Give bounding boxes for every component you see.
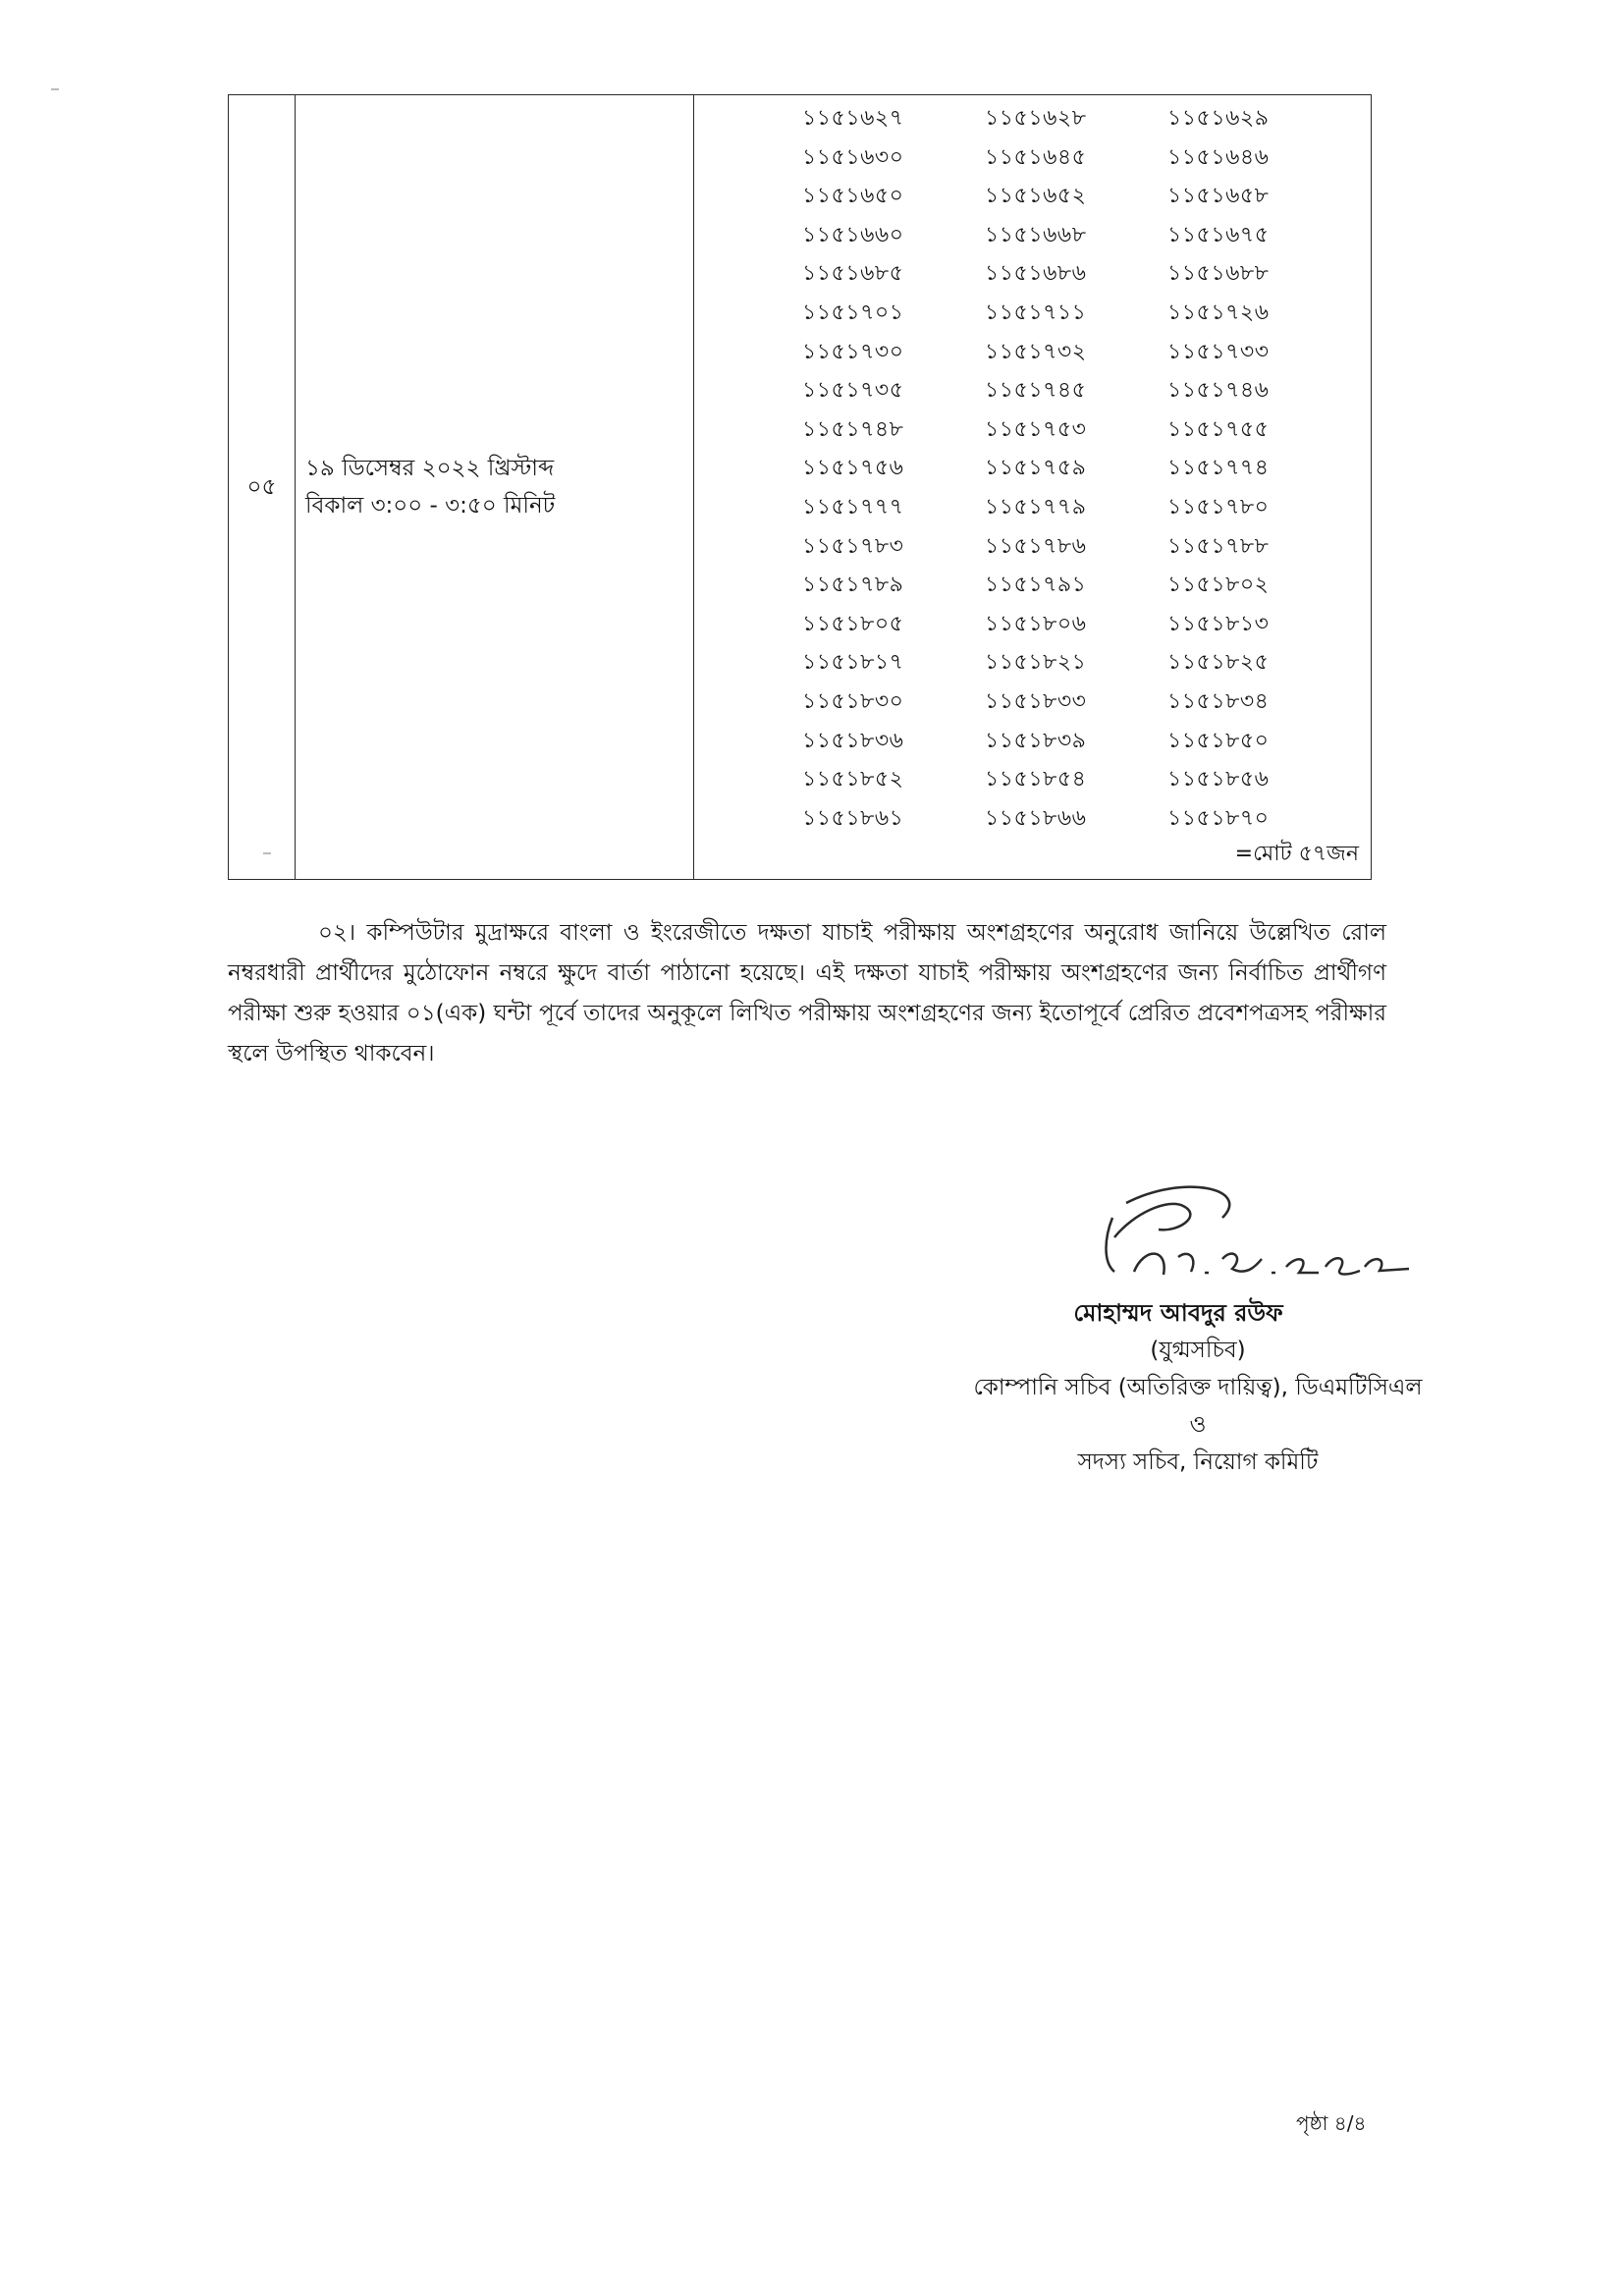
handwritten-signature bbox=[1075, 1178, 1429, 1306]
roll-number: ১১৫১৭২৬ bbox=[1167, 300, 1270, 325]
roll-number: ১১৫১৭৩০ bbox=[802, 339, 904, 364]
roll-number: ১১৫১৭৪৫ bbox=[985, 378, 1087, 404]
roll-number: ১১৫১৭৩৩ bbox=[1167, 339, 1270, 364]
signatory-name: মোহাম্মদ আবদুর রউফ bbox=[1073, 1299, 1283, 1327]
roll-number: ১১৫১৭৮০ bbox=[1167, 494, 1270, 519]
roll-number: ১১৫১৮৩৩ bbox=[985, 688, 1087, 714]
scan-mark bbox=[51, 88, 59, 90]
roll-number: ১১৫১৮৫০ bbox=[1167, 728, 1270, 753]
page-number: পৃষ্ঠা ৪/৪ bbox=[1296, 2111, 1367, 2135]
roll-number: ১১৫১৮৬৬ bbox=[985, 805, 1087, 831]
signatory-conjunction: ও bbox=[1189, 1412, 1207, 1438]
scan-mark bbox=[263, 852, 271, 854]
roll-number: ১১৫১৭৫৫ bbox=[1167, 416, 1270, 442]
roll-number: ১১৫১৭৪৮ bbox=[802, 416, 904, 442]
roll-number: ১১৫১৮৩০ bbox=[802, 688, 904, 714]
roll-number: ১১৫১৬৭৫ bbox=[1167, 222, 1270, 247]
roll-number: ১১৫১৭৫৩ bbox=[985, 416, 1087, 442]
roll-number: ১১৫১৭৮৬ bbox=[985, 533, 1087, 559]
roll-number: ১১৫১৬৮৮ bbox=[1167, 261, 1270, 287]
roll-number: ১১৫১৭৮৮ bbox=[1167, 533, 1270, 559]
roll-number: ১১৫১৭৫৯ bbox=[985, 456, 1087, 481]
roll-number: ১১৫১৬২৮ bbox=[985, 106, 1087, 131]
signature-block bbox=[864, 1294, 1532, 1481]
roll-number: ১১৫১৮২১ bbox=[985, 650, 1087, 676]
roll-number: ১১৫১৭৫৬ bbox=[802, 456, 904, 481]
roll-number: ১১৫১৬৩০ bbox=[802, 144, 904, 170]
roll-number: ১১৫১৭৯১ bbox=[985, 573, 1087, 598]
roll-numbers-cell bbox=[694, 95, 1372, 880]
roll-number: ১১৫১৭৭৯ bbox=[985, 494, 1087, 519]
roll-number: ১১৫১৮৩৪ bbox=[1167, 688, 1270, 714]
roll-number: ১১৫১৬৬০ bbox=[802, 222, 904, 247]
roll-number: ১১৫১৮৫৬ bbox=[1167, 767, 1270, 793]
roll-number: ১১৫১৭১১ bbox=[985, 300, 1087, 325]
roll-number: ১১৫১৮৩৯ bbox=[985, 728, 1087, 753]
roll-number: ১১৫১৭৮৩ bbox=[802, 533, 904, 559]
roll-number: ১১৫১৬৮৫ bbox=[802, 261, 904, 287]
roll-number: ১১৫১৬৫২ bbox=[985, 184, 1087, 209]
roll-number: ১১৫১৬৫৮ bbox=[1167, 184, 1270, 209]
table-row bbox=[229, 95, 1372, 880]
roll-number: ১১৫১৮৬১ bbox=[802, 805, 904, 831]
exam-date: ১৯ ডিসেম্বর ২০২২ খ্রিস্টাব্দ bbox=[305, 456, 555, 481]
roll-number: ১১৫১৮০৫ bbox=[802, 611, 904, 636]
roll-number: ১১৫১৮৫৪ bbox=[985, 767, 1087, 793]
signatory-title-1: কোম্পানি সচিব (অতিরিক্ত দায়িত্ব), ডিএমটিসিএল bbox=[973, 1375, 1423, 1400]
roll-number: ১১৫১৮৭০ bbox=[1167, 805, 1270, 831]
roll-number: ১১৫১৬৪৬ bbox=[1167, 144, 1270, 170]
signatory-title-2: সদস্য সচিব, নিয়োগ কমিটি bbox=[1077, 1449, 1319, 1475]
total-candidates: =মোট ৫৭জন bbox=[1234, 842, 1359, 867]
roll-number: ১১৫১৬৪৫ bbox=[985, 144, 1087, 170]
roll-number: ১১৫১৮৩৬ bbox=[802, 728, 904, 753]
roll-number: ১১৫১৬৮৬ bbox=[985, 261, 1087, 287]
roll-number: ১১৫১৭৭৭ bbox=[802, 494, 904, 519]
exam-date-time-cell bbox=[296, 95, 694, 880]
roll-number: ১১৫১৭৮৯ bbox=[802, 573, 904, 598]
instruction-paragraph bbox=[228, 913, 1386, 1074]
roll-number: ১১৫১৬২৭ bbox=[802, 106, 904, 131]
roll-number: ১১৫১৮০৬ bbox=[985, 611, 1087, 636]
roll-number: ১১৫১৮২৫ bbox=[1167, 650, 1270, 676]
roll-number: ১১৫১৬৫০ bbox=[802, 184, 904, 209]
signatory-rank: (যুগ্মসচিব) bbox=[1150, 1338, 1246, 1363]
serial-number: ০৫ bbox=[229, 95, 296, 880]
roll-number: ১১৫১৬২৯ bbox=[1167, 106, 1270, 131]
roll-number: ১১৫১৮০২ bbox=[1167, 573, 1270, 598]
roll-number: ১১৫১৭৩২ bbox=[985, 339, 1087, 364]
roll-number: ১১৫১৭০১ bbox=[802, 300, 904, 325]
exam-time: বিকাল ৩:০০ - ৩:৫০ মিনিট bbox=[305, 493, 556, 519]
roll-number: ১১৫১৭৩৫ bbox=[802, 378, 904, 404]
roll-number: ১১৫১৬৬৮ bbox=[985, 222, 1087, 247]
roll-number: ১১৫১৮৫২ bbox=[802, 767, 904, 793]
roll-number-grid bbox=[802, 99, 1371, 838]
paragraph-text: ০২। কম্পিউটার মুদ্রাক্ষরে বাংলা ও ইংরেজীতে দক্ষতা যাচাই পরীক্ষায় অংশগ্রহণের অনুরোধ জানিয়ে উল্লেখিত রোল নম্বরধারী প্রার্থীদের মুঠোফোন নম্বরে ক্ষুদে বার্তা পাঠানো হয়েছে। এই দক্ষতা যাচাই পরীক্ষায় অংশগ্রহণের জন্য নির্বাচিত প্রার্থীগণ পরীক্ষা শুরু হওয়ার ০১(এক) ঘন্টা পূর্বে তাদের অনুকূলে লিখিত পরীক্ষায় অংশগ্রহণের জন্য ইতোপূর্বে প্রেরিত প্রবেশপত্রসহ পরীক্ষার স্থলে উপস্থিত থাকবেন। bbox=[228, 920, 1386, 1066]
roll-number: ১১৫১৭৭৪ bbox=[1167, 456, 1270, 481]
roll-number: ১১৫১৭৪৬ bbox=[1167, 378, 1270, 404]
roll-number: ১১৫১৮১৩ bbox=[1167, 611, 1270, 636]
roll-number: ১১৫১৮১৭ bbox=[802, 650, 904, 676]
roll-number-table bbox=[228, 94, 1372, 880]
